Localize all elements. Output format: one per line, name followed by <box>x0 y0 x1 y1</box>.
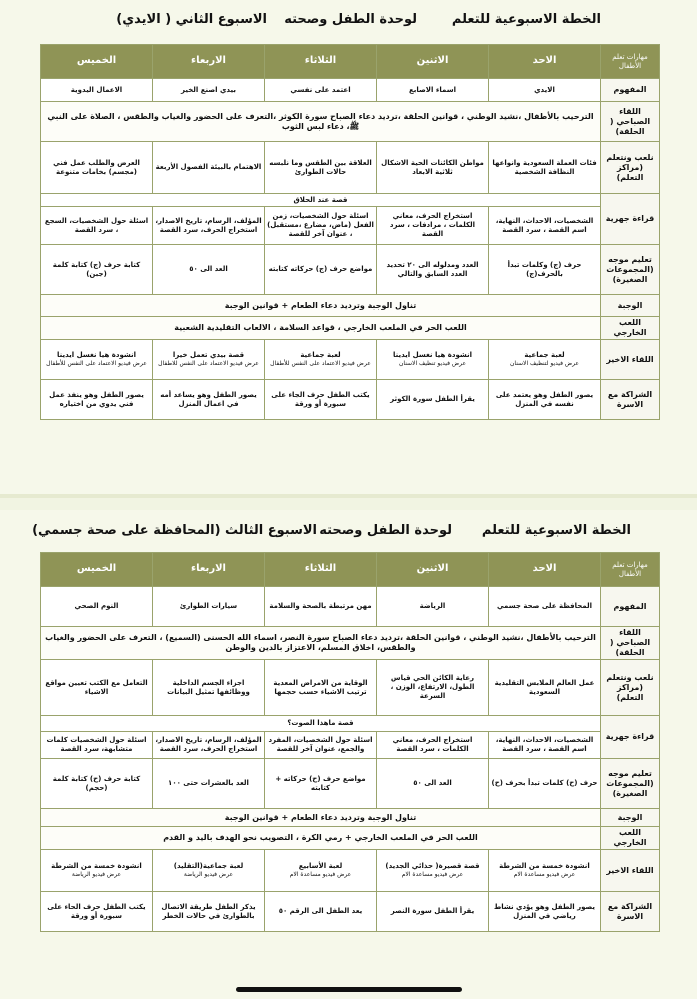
reading-row <box>41 732 660 759</box>
reading-story-row <box>41 716 660 732</box>
family-cell: يصور الطفل وهو يؤدي نشاط رياضي في المنزل <box>489 892 601 932</box>
final-cell <box>41 340 153 380</box>
family-cell: يكتب الطفل حرف الحاء على سبورة أو ورقة <box>41 892 153 932</box>
outdoor-text: اللعب الحر في الملعب الخارجي ، قواعد السلامة ، الالعاب التقليدية الشعبية <box>41 317 601 340</box>
play-cell: اجزاء الجسم الداخلية ووظائفها تمثيل البيانات <box>153 660 265 716</box>
weekly-plan-week2 <box>0 0 697 498</box>
play-cell: عمل العالم الملابس التقليدية السعودية <box>489 660 601 716</box>
groups-row <box>41 245 660 295</box>
family-row <box>41 380 660 420</box>
row-label-groups: تعليم موجه (المجموعات الصغيرة) <box>601 759 660 809</box>
final-main: لعبة الأسابيع <box>298 862 343 871</box>
final-sub: عرض فيديو مساعدة الام <box>513 871 576 879</box>
day-sunday: الاحد <box>489 45 601 79</box>
final-main: انشودة هيا نغسل ايدينا <box>392 351 473 360</box>
concept-cell: الايدي <box>489 79 601 102</box>
row-label-play: نلعب ونتعلم (مراكز التعلم) <box>601 660 660 716</box>
corner-label: مهارات تعلم الأطفال <box>601 45 660 79</box>
days-header-row <box>41 553 660 587</box>
reading-story-row <box>41 194 660 207</box>
day-tuesday: الثلاثاء <box>265 45 377 79</box>
row-label-final: اللقاء الاخير <box>601 340 660 380</box>
row-label-reading: قراءة جهرية <box>601 194 660 245</box>
concept-cell: الاعمال اليدوية <box>41 79 153 102</box>
play-cell: رعاية الكائن الحي قياس الطول، الارتفاع، الوزن ، السرعة <box>377 660 489 716</box>
reading-cell: استخراج الحرف، معاني الكلمات ، سرد القصة <box>377 732 489 759</box>
concept-cell: اعتمد على نفسي <box>265 79 377 102</box>
reading-cell: استخراج الحرف، معاني الكلمات ، مرادفات ، سرد القصة <box>377 207 489 245</box>
reading-cell: اسئلة حول الشخصيات، المفرد والجمع، عنوان آخر للقصة <box>265 732 377 759</box>
row-label-family: الشراكة مع الاسرة <box>601 892 660 932</box>
final-sub: عرض فيديو الاعتماد على النفس للأطفال <box>46 360 147 368</box>
play-cell: العرض والطلب عمل فني (مجسم) بخامات متنوعة <box>41 142 153 194</box>
row-label-groups: تعليم موجه (المجموعات الصغيرة) <box>601 245 660 295</box>
groups-cell: العد الى ٥٠ <box>377 759 489 809</box>
groups-cell: كتابة حرف (ح) كتابة كلمة (حجم) <box>41 759 153 809</box>
play-row <box>41 142 660 194</box>
sheet1-title-right: الخطة الاسبوعية للتعلم <box>451 12 601 27</box>
reading-cell: اسئلة حول الشخصيات، السجع ، سرد القصة <box>41 207 153 245</box>
final-sub: عرض فيديو لتنظيف الاسنان <box>509 360 580 368</box>
meal-text: تناول الوجبة وترديد دعاء الطعام + قوانين الوجبة <box>41 809 601 827</box>
play-cell: الوقاية من الامراض المعدية ترتيب الاشياء حسب حجمها <box>265 660 377 716</box>
family-cell: يكتب الطفل حرف الجاء على سبورة أو ورقة <box>265 380 377 420</box>
morning-text: الترحيب بالأطفال ،نشيد الوطني ، قوانين الحلقة ،ترديد دعاء الصباح سورة الكوثر ،التعرف على الحضور والغياب والطقس ، الصلاة على النبي ﷺ، دعاء لبس الثوب <box>41 102 601 142</box>
final-main: قصة بيدي تعمل خيرا <box>172 351 245 360</box>
row-label-final: اللقاء الاخير <box>601 850 660 892</box>
home-indicator[interactable] <box>236 987 462 992</box>
concept-cell: بيدي اصنع الخير <box>153 79 265 102</box>
sheet1-title-mid: لوحدة الطفل وصحته <box>284 12 417 27</box>
final-cell <box>377 340 489 380</box>
day-thursday: الخميس <box>41 553 153 587</box>
play-cell: العلاقة بين الطقس وما نلبسه حالات الطوارئ <box>265 142 377 194</box>
final-main: انشودة خمسة من الشرطة <box>499 862 590 871</box>
sheet2-plan-table <box>40 552 660 932</box>
sheet1-title-left: الاسبوع الثاني ( الايدي) <box>116 12 267 27</box>
day-wednesday: الاربعاء <box>153 45 265 79</box>
final-cell <box>489 340 601 380</box>
groups-cell: العد بالعشرات حتى ١٠٠ <box>153 759 265 809</box>
family-cell: يصور الطفل وهو ينفذ عمل فني يدوي من اختياره <box>41 380 153 420</box>
outdoor-text: اللعب الحر في الملعب الخارجي + رمي الكرة ، التصويب نحو الهدف باليد و القدم <box>41 827 601 850</box>
meal-row <box>41 295 660 317</box>
concept-row <box>41 79 660 102</box>
play-cell: التعامل مع الكتب تعيين مواقع الاشياء <box>41 660 153 716</box>
groups-cell: مواضع حرف (ح) حركاته + كتابته <box>265 759 377 809</box>
day-monday: الاثنين <box>377 553 489 587</box>
final-row <box>41 340 660 380</box>
family-cell: يصور الطفل وهو يساعد أمه في اعمال المنزل <box>153 380 265 420</box>
row-label-outdoor: اللعب الخارجي <box>601 827 660 850</box>
reading-cell: المؤلف، الرسام، تاريخ الاصدار، استخراج الحرف، سرد القصة <box>153 207 265 245</box>
final-sub: عرض فيديو الاعتماد على النفس للأطفال <box>270 360 371 368</box>
family-cell: يصور الطفل وهو يعتمد على نفسه في المنزل <box>489 380 601 420</box>
row-label-family: الشراكة مع الاسرة <box>601 380 660 420</box>
morning-text: الترحيب بالأطفال ،نشيد الوطني ، قوانين الحلقة ،ترديد دعاء الصباح سورة النصر، اسماء الله الحسنى (السميع) ، التعرف على الحضور والغياب والطقس، اخلاق المسلم، الاعتزاز بالدين والوطن <box>41 627 601 660</box>
row-label-meal: الوجبة <box>601 809 660 827</box>
final-main: لعبة جماعية <box>300 351 341 360</box>
final-main: قصة قصيرة( حذائي الجديد) <box>385 862 480 871</box>
family-cell: يعد الطفل الى الرقم ٥٠ <box>265 892 377 932</box>
final-row <box>41 850 660 892</box>
sheet2-title-left: الاسبوع الثالث (المحافظة على صحة جسمي) <box>32 523 317 538</box>
final-cell <box>153 850 265 892</box>
row-label-morning: اللقاء الصباحي ( الحلقة) <box>601 627 660 660</box>
reading-story: قصة عند الحلاق <box>41 194 601 207</box>
reading-row <box>41 207 660 245</box>
groups-cell: كتابة حرف (ج) كتابة كلمة (جبن) <box>41 245 153 295</box>
day-thursday: الخميس <box>41 45 153 79</box>
reading-cell: الشخصيات، الاحداث، النهاية، اسم القصة ، سرد القصة <box>489 207 601 245</box>
final-cell <box>265 340 377 380</box>
family-cell: يقرأ الطفل سورة الكوثر <box>377 380 489 420</box>
groups-row <box>41 759 660 809</box>
family-cell: يقرأ الطفل سورة النصر <box>377 892 489 932</box>
final-cell <box>377 850 489 892</box>
outdoor-row <box>41 317 660 340</box>
final-main: انشودة خمسة من الشرطة <box>51 862 142 871</box>
final-main: لعبة جماعية(التقليد) <box>173 862 244 871</box>
weekly-plan-week3 <box>0 510 697 999</box>
concept-cell: اسماء الاصابع <box>377 79 489 102</box>
concept-row <box>41 587 660 627</box>
morning-row <box>41 102 660 142</box>
reading-cell: اسئلة حول الشخصيات، زمن الفعل (ماض، مضارع ،مستقبل) ، عنوان آخر للقصة <box>265 207 377 245</box>
final-cell <box>265 850 377 892</box>
play-row <box>41 660 660 716</box>
groups-cell: مواضع حرف (ج) حركاته كتابته <box>265 245 377 295</box>
final-sub: عرض فيديو الاعتماد على النفس للاطفال <box>158 360 259 368</box>
final-sub: عرض فيديو مساعدة الام <box>289 871 352 879</box>
sheet2-title-right: الخطة الاسبوعية للتعلم <box>481 523 631 538</box>
row-label-outdoor: اللعب الخارجي <box>601 317 660 340</box>
final-cell <box>41 850 153 892</box>
row-label-morning: اللقاء الصباحي ( الحلقة) <box>601 102 660 142</box>
sheet2-title-mid: لوحدة الطفل وصحته <box>319 523 452 538</box>
morning-row <box>41 627 660 660</box>
groups-cell: العدد ومدلوله الى ٢٠ تحديد العدد السابق والتالي <box>377 245 489 295</box>
day-wednesday: الاربعاء <box>153 553 265 587</box>
play-cell: الاهتمام بالبيئة الفصول الأربعة <box>153 142 265 194</box>
final-main: انشودة هيا نغسل ايدينا <box>56 351 137 360</box>
sheet1-plan-table <box>40 44 660 420</box>
final-sub: عرض فيديو الرياضة <box>183 871 234 879</box>
final-sub: عرض فيديو الرياضة <box>71 871 122 879</box>
concept-cell: الرياضة <box>377 587 489 627</box>
day-monday: الاثنين <box>377 45 489 79</box>
reading-cell: الشخصيات، الاحداث، النهاية، اسم القصة ، سرد القصة <box>489 732 601 759</box>
reading-cell: المؤلف، الرسام، تاريخ الاصدار، استخراج الحرف، سرد القصة <box>153 732 265 759</box>
day-sunday: الاحد <box>489 553 601 587</box>
row-label-concept: المفهوم <box>601 79 660 102</box>
concept-cell: المحافظة على صحة جسمي <box>489 587 601 627</box>
family-row <box>41 892 660 932</box>
groups-cell: حرف (ج) وكلمات تبدأ بالحرف(ج) <box>489 245 601 295</box>
reading-cell: اسئلة حول الشخصيات كلمات متشابهة، سرد القصة <box>41 732 153 759</box>
corner-label: مهارات تعلم الأطفال <box>601 553 660 587</box>
row-label-reading: قراءة جهرية <box>601 716 660 759</box>
row-label-play: نلعب ونتعلم (مراكز التعلم) <box>601 142 660 194</box>
play-cell: فئات العملة السعودية وانواعها النظافة الشخصية <box>489 142 601 194</box>
family-cell: يذكر الطفل طريقة الاتصال بالطوارئ في حالات الخطر <box>153 892 265 932</box>
day-tuesday: الثلاثاء <box>265 553 377 587</box>
final-sub: عرض فيديو تنظيف الاسنان <box>398 360 467 368</box>
outdoor-row <box>41 827 660 850</box>
days-header-row <box>41 45 660 79</box>
reading-story: قصة ماهذا الصوت؟ <box>41 716 601 732</box>
final-cell <box>489 850 601 892</box>
final-cell <box>153 340 265 380</box>
play-cell: مواطن الكائنات الحية الاشكال ثلاثية الابعاد <box>377 142 489 194</box>
final-sub: عرض فيديو مساعدة الام <box>401 871 464 879</box>
groups-cell: حرف (ح) كلمات تبدأ بحرف (ح) <box>489 759 601 809</box>
final-main: لعبة جماعية <box>524 351 565 360</box>
concept-cell: سيارات الطوارئ <box>153 587 265 627</box>
meal-row <box>41 809 660 827</box>
concept-cell: مهن مرتبطة بالصحة والسلامة <box>265 587 377 627</box>
groups-cell: العد الى ٥٠ <box>153 245 265 295</box>
concept-cell: النوم الصحي <box>41 587 153 627</box>
row-label-meal: الوجبة <box>601 295 660 317</box>
row-label-concept: المفهوم <box>601 587 660 627</box>
meal-text: تناول الوجبة وترديد دعاء الطعام + قوانين الوجبة <box>41 295 601 317</box>
